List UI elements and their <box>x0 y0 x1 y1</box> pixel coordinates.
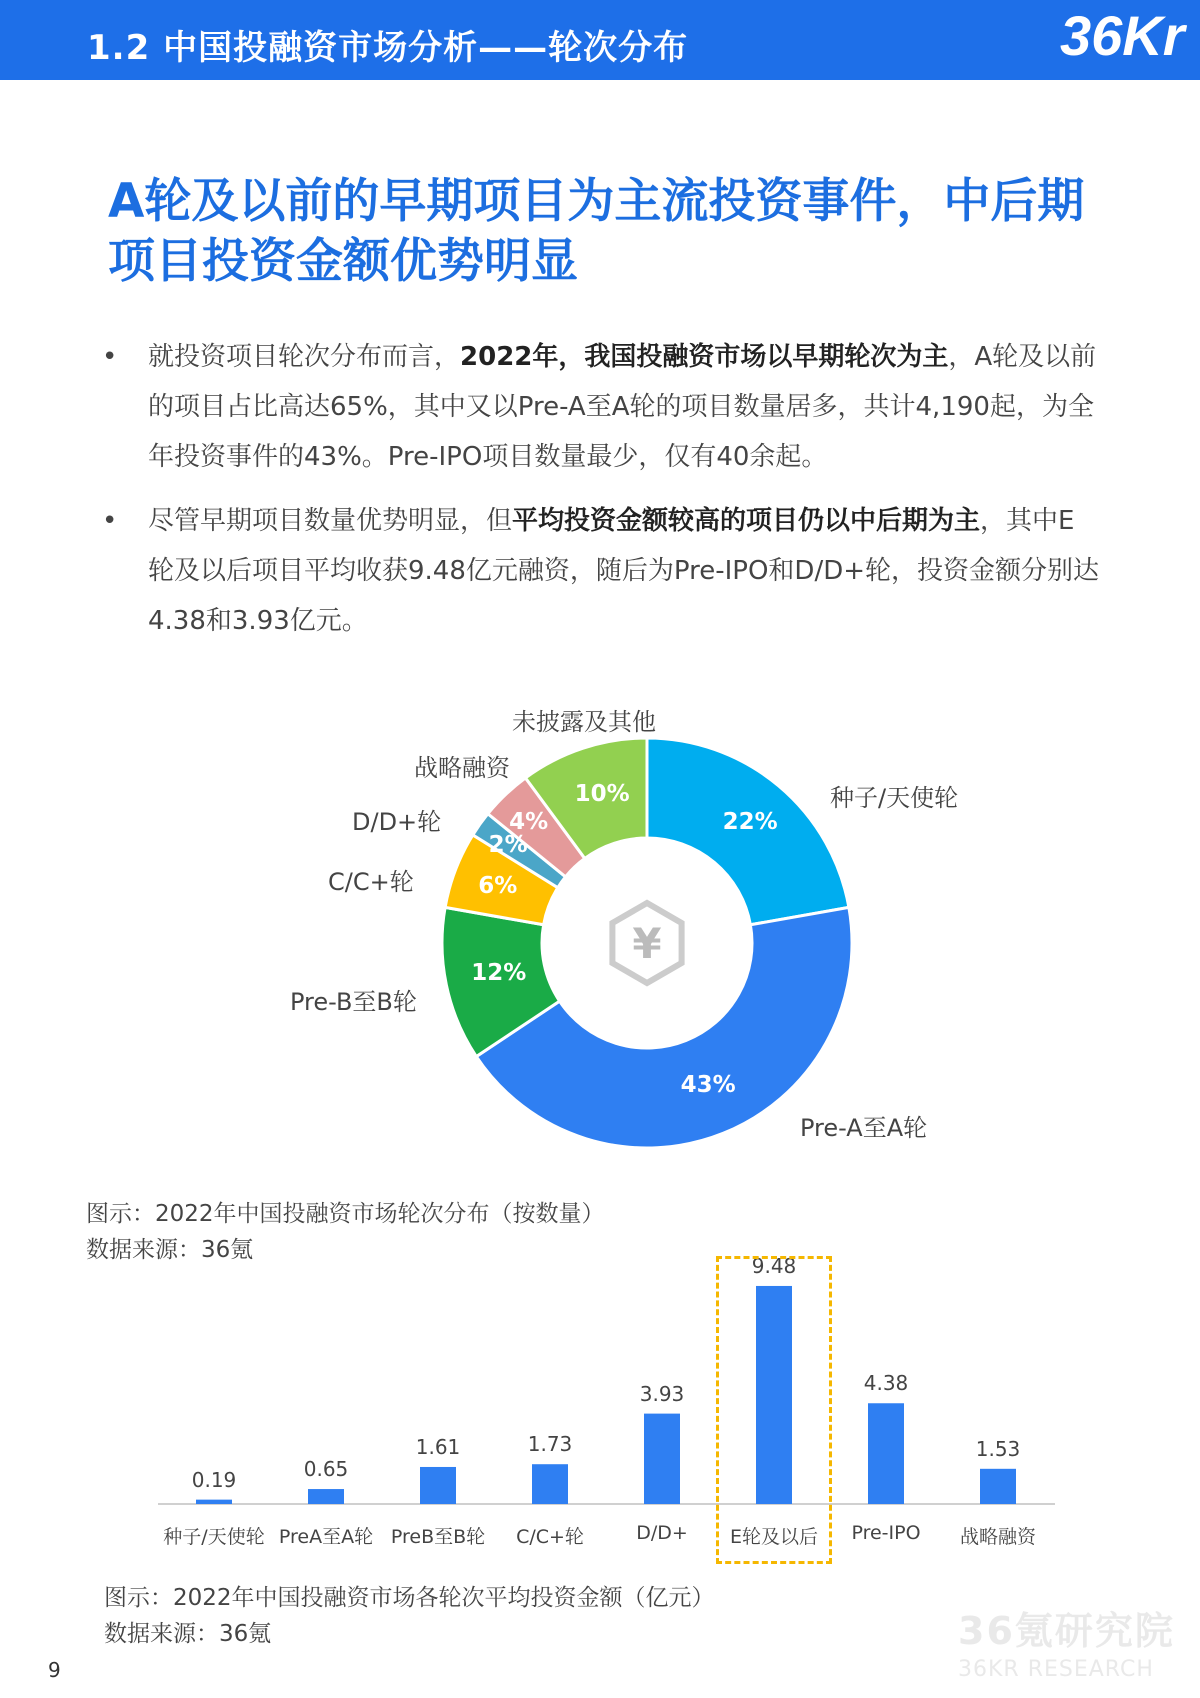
bar-category-label: PreA至A轮 <box>278 1526 374 1548</box>
donut-percent-label: 4% <box>509 808 549 835</box>
bar-value-label: 9.48 <box>751 1253 797 1278</box>
donut-caption-source: 数据来源：36氪 <box>86 1237 254 1263</box>
bar-value-label: 0.19 <box>191 1467 237 1492</box>
donut-category-label: 未披露及其他 <box>512 708 656 736</box>
donut-percent-label: 6% <box>478 872 518 899</box>
round-distribution-donut-chart <box>0 680 1200 1170</box>
bullet-list <box>100 332 1100 660</box>
donut-percent-label: 12% <box>471 959 527 986</box>
bar <box>532 1464 568 1504</box>
bar-value-label: 3.93 <box>639 1381 685 1406</box>
bar-category-label: E轮及以后 <box>729 1526 818 1548</box>
donut-percent-label: 10% <box>574 780 630 807</box>
donut-category-label: C/C+轮 <box>328 868 414 896</box>
highlight-box <box>716 1253 832 1564</box>
bar-value-label: 4.38 <box>863 1371 909 1396</box>
donut-percent-label: 2% <box>488 832 528 859</box>
bar-caption-title: 图示：2022年中国投融资市场各轮次平均投资金额（亿元） <box>104 1585 715 1611</box>
bar-category-label: PreB至B轮 <box>390 1526 486 1548</box>
yen-hexagon-icon <box>612 903 681 983</box>
bullet-text-pre: 尽管早期项目数量优势明显，但 <box>148 506 513 536</box>
donut-category-label: D/D+轮 <box>352 808 442 836</box>
bar-caption-source: 数据来源：36氪 <box>104 1621 272 1647</box>
bar-category-label: 种子/天使轮 <box>163 1526 265 1548</box>
bullet-marker: • <box>102 506 118 536</box>
bar-value-label: 1.53 <box>975 1436 1021 1461</box>
bullet-text-post: ，A轮及以前的项目占比高达65%，其中又以Pre-A至A轮的项目数量居多，共计4,190起，为全年投资事件的43%。Pre-IPO项目数量最少，仅有40余起。 <box>148 342 1097 472</box>
page-number: 9 <box>48 1658 61 1682</box>
logo-text: 36Kr <box>1060 4 1185 67</box>
svg-text:¥: ¥ <box>632 919 662 968</box>
donut-category-label: 战略融资 <box>414 754 510 782</box>
bar <box>868 1403 904 1504</box>
bullet-text-bold: 2022年，我国投融资市场以早期轮次为主 <box>460 342 949 372</box>
bar <box>308 1489 344 1504</box>
donut-caption-title: 图示：2022年中国投融资市场轮次分布（按数量） <box>86 1201 605 1227</box>
bullet-text-bold: 平均投资金额较高的项目仍以中后期为主 <box>512 506 981 536</box>
36kr-logo <box>1050 0 1200 80</box>
bullet-marker: • <box>102 342 118 372</box>
donut-category-label: Pre-A至A轮 <box>800 1114 928 1142</box>
donut-percent-label: 22% <box>722 809 778 836</box>
header-bar <box>0 0 1200 80</box>
bullet-text-post: ，其中E轮及以后项目平均收获9.48亿元融资，随后为Pre-IPO和D/D+轮，投资金额分别达4.38和3.93亿元。 <box>148 506 1100 636</box>
donut-category-label: 种子/天使轮 <box>830 784 959 812</box>
bar-value-label: 1.73 <box>527 1432 573 1457</box>
bar <box>196 1500 232 1504</box>
bullet-item <box>100 496 1100 646</box>
page-headline: A轮及以前的早期项目为主流投资事件，中后期项目投资金额优势明显 <box>108 174 1085 289</box>
bullet-item <box>100 332 1100 482</box>
donut-category-label: Pre-B至B轮 <box>290 988 417 1016</box>
bar-category-label: D/D+ <box>636 1522 688 1544</box>
watermark <box>958 1600 1175 1682</box>
bar-category-label: C/C+轮 <box>516 1526 584 1548</box>
watermark-en: 36KR RESEARCH <box>958 1657 1154 1682</box>
bar-category-label: 战略融资 <box>959 1526 1036 1548</box>
bar <box>644 1414 680 1504</box>
section-title: 1.2 中国投融资市场分析——轮次分布 <box>87 28 689 68</box>
bar-value-label: 1.61 <box>415 1434 461 1459</box>
bullet-text-pre: 就投资项目轮次分布而言， <box>148 342 461 372</box>
watermark-cn: 36氪研究院 <box>958 1609 1175 1653</box>
donut-percent-label: 43% <box>680 1071 736 1098</box>
bar-category-label: Pre-IPO <box>851 1522 921 1544</box>
bar <box>980 1469 1016 1504</box>
bar-value-label: 0.65 <box>303 1457 349 1482</box>
bar-caption <box>104 1580 715 1652</box>
bar <box>420 1467 456 1504</box>
